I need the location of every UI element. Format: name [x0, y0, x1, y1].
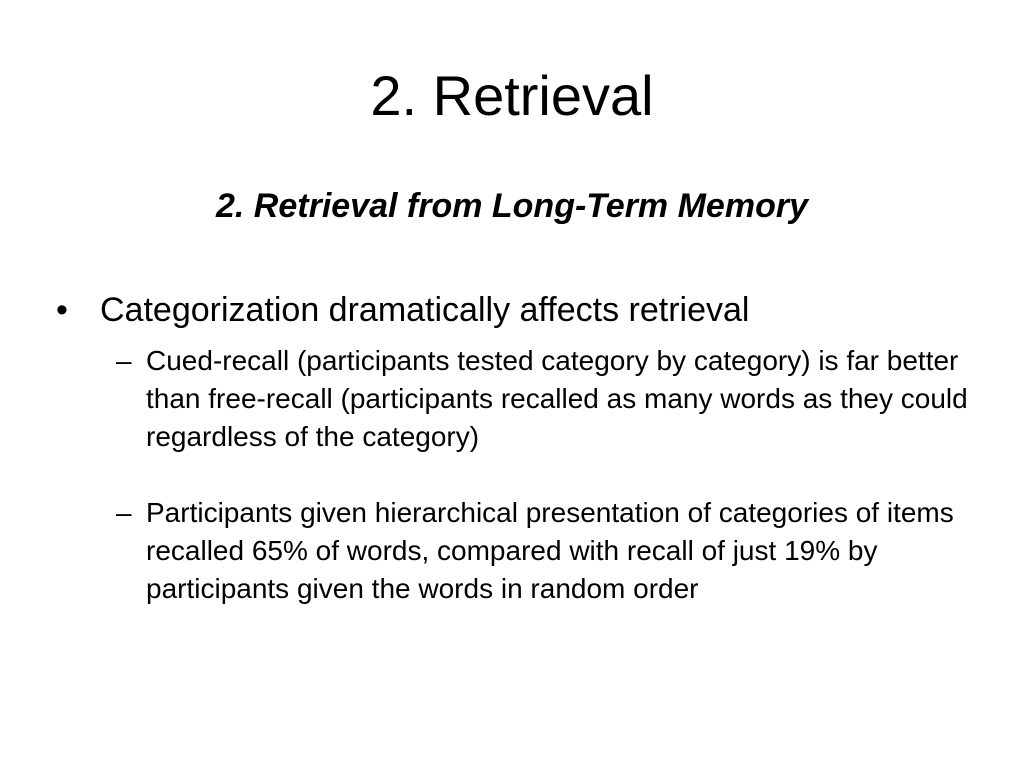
sub-bullet-marker: –: [116, 497, 132, 528]
sub-bullet-text: Participants given hierarchical presentation of categories of items recalled 65% of words, compared with recall of just 19% by participants given the words in random order: [146, 497, 954, 604]
sub-bullet-text: Cued-recall (participants tested category by category) is far better than free-recall (participants recalled as many words as they could regardless of the category): [146, 345, 968, 452]
slide-title: 2. Retrieval: [370, 64, 654, 127]
sub-bullet-item: [116, 342, 976, 456]
bullet-text: Categorization dramatically affects retrieval: [100, 291, 750, 329]
sub-bullet-list: [116, 342, 976, 608]
sub-bullet-marker: –: [116, 345, 132, 376]
slide-body: [56, 288, 976, 608]
bullet-marker: •: [56, 291, 68, 329]
sub-bullet-item: [116, 494, 976, 608]
bullet-item: [56, 288, 976, 332]
slide-subtitle: 2. Retrieval from Long-Term Memory: [216, 187, 808, 225]
